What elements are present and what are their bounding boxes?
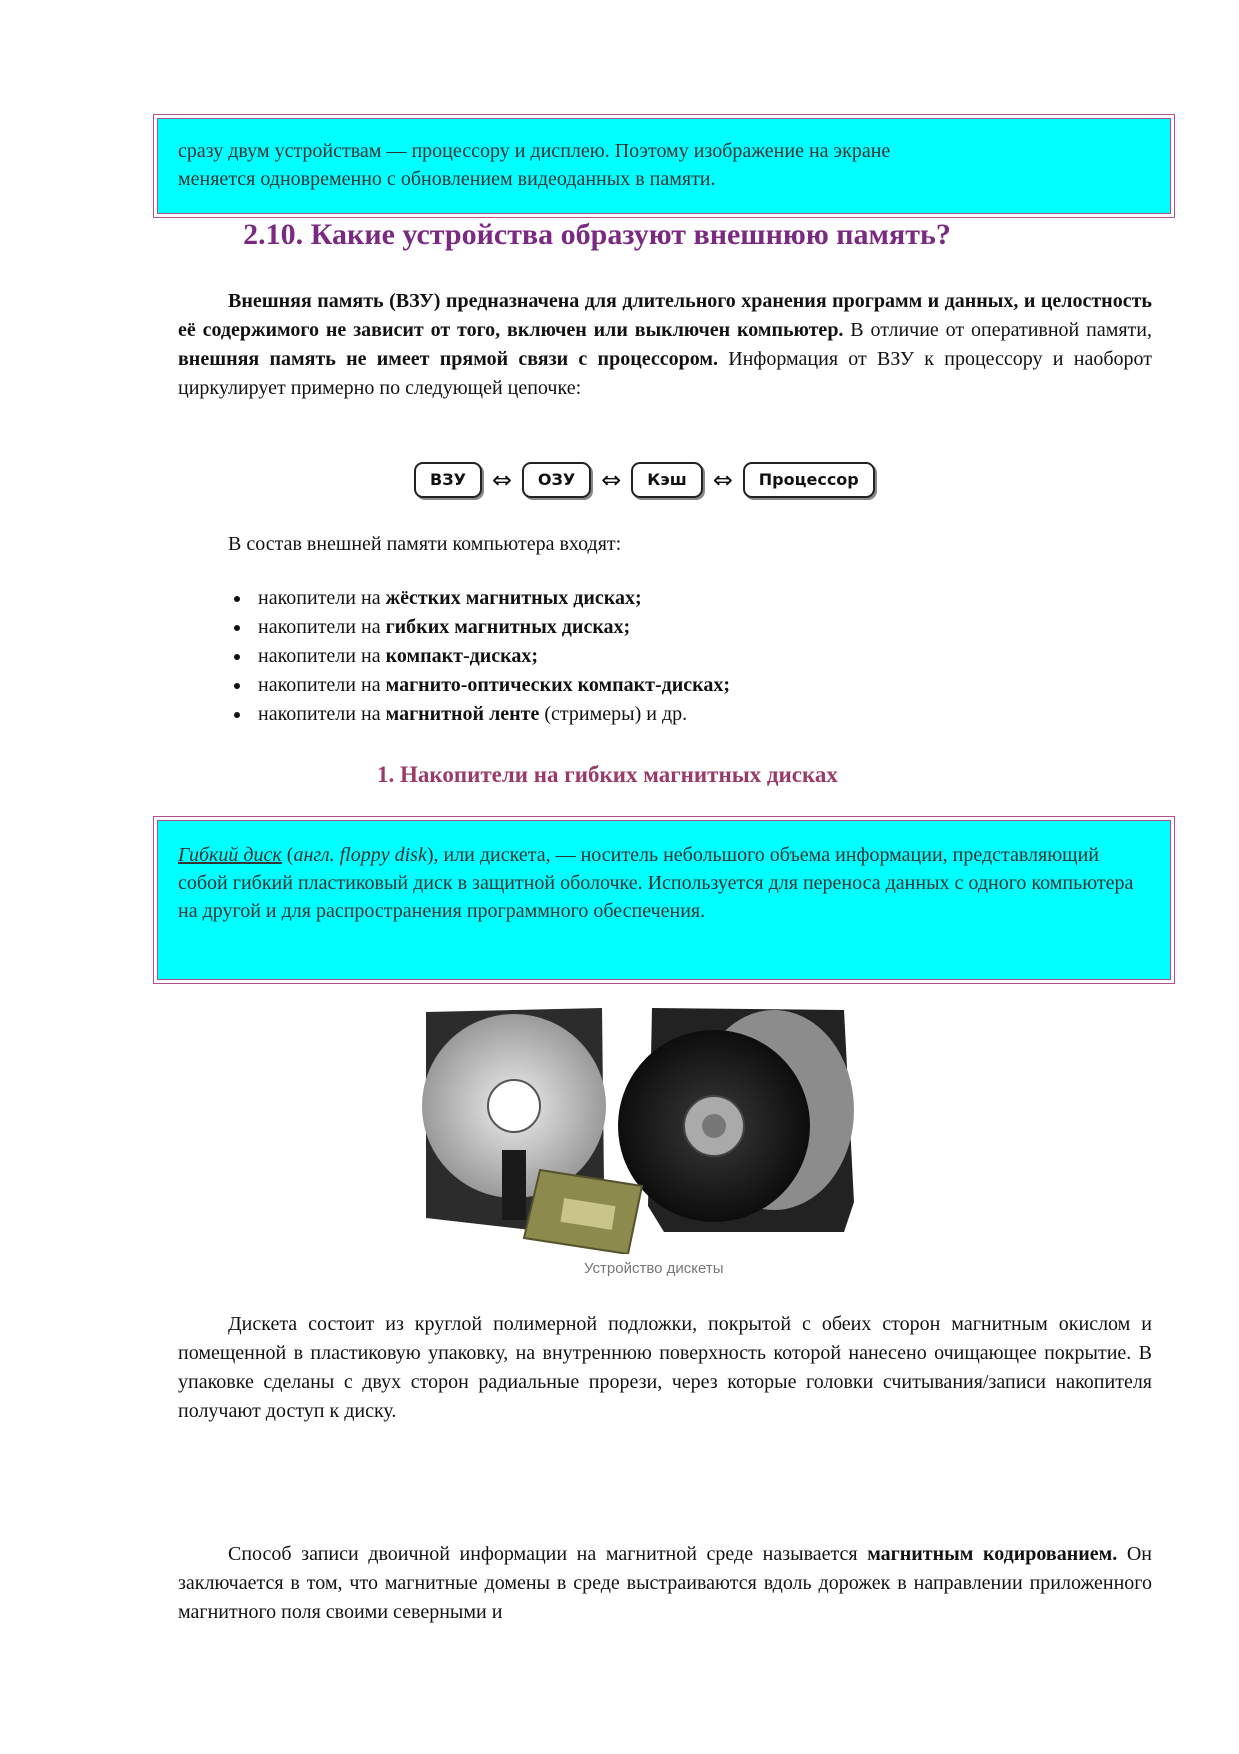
top-box-line-1: сразу двум устройствам — процессору и дисплею. Поэтому изображение на экране — [178, 140, 891, 162]
list-item: • накопители на магнитной ленте (стримеры) и др. — [252, 700, 730, 729]
chain-box-cache: Кэш — [631, 462, 703, 498]
intro-normal-1: В отличие от оперативной памяти, — [843, 319, 1152, 341]
floppy-definition-text: ), или дискета, — носитель небольшого объема информации, представляющий собой гибкий пластиковый диск в защитной оболочке. Используется для переноса данных с одного компьютера на другой и для распространения программного обеспечения. — [178, 844, 1134, 922]
floppy-disk-illustration — [414, 1006, 864, 1254]
floppy-english-term: англ. floppy disk — [293, 844, 427, 866]
chain-box-ozu: ОЗУ — [522, 462, 591, 498]
top-box-line-2: меняется одновременно с обновлением видеоданных в памяти. — [178, 168, 716, 190]
list-item: • накопители на компакт-дисках; — [252, 642, 730, 671]
double-arrow-icon: ⇔ — [601, 466, 622, 494]
list-item: • накопители на гибких магнитных дисках; — [252, 613, 730, 642]
page-title: 2.10. Какие устройства образуют внешнюю память? — [243, 218, 951, 251]
double-arrow-icon: ⇔ — [712, 466, 733, 494]
floppy-term-link[interactable]: Гибкий диск — [178, 844, 282, 866]
chain-box-processor: Процессор — [743, 462, 875, 498]
composition-label: В состав внешней памяти компьютера входят: — [228, 533, 622, 555]
intro-bold-1: Внешняя память (ВЗУ) предназначена для длительного хранения программ и данных, и целостность её содержимого не зависит от того, включен или выключен компьютер. — [178, 290, 1152, 341]
floppy-disk-photo — [414, 1006, 864, 1254]
chain-box-vzu: ВЗУ — [414, 462, 482, 498]
top-info-box — [157, 118, 1171, 214]
image-caption: Устройство дискеты — [584, 1260, 724, 1277]
disk-description-paragraph: Дискета состоит из круглой полимерной подложки, покрытой с обеих сторон магнитным окислом и помещенной в пластиковую упаковку, на внутреннюю поверхность которой нанесено очищающее покрытие. В упаковке сделаны с двух сторон радиальные прорези, через которые головки считывания/записи накопителя получают доступ к диску. — [178, 1313, 1152, 1422]
intro-normal-2: Информация от ВЗУ к процессору и наоборот циркулирует примерно по следующей цепочке: — [178, 348, 1152, 399]
list-item: • накопители на магнито-оптических компакт-дисках; — [252, 671, 730, 700]
section-heading: 1. Накопители на гибких магнитных дисках — [377, 762, 838, 787]
floppy-definition-box: Гибкий диск (англ. floppy disk), или дискета, — носитель небольшого объема информации, представляющий собой гибкий пластиковый диск в защитной оболочке. Используется для переноса данных с одного компьютера на другой и для распространения программного обеспечения. — [157, 820, 1171, 980]
memory-chain-diagram — [414, 460, 875, 500]
intro-bold-2: внешняя память не имеет прямой связи с процессором. — [178, 348, 718, 370]
magnetic-coding-paragraph: Способ записи двоичной информации на магнитной среде называется магнитным кодированием. Он заключается в том, что магнитные домены в среде выстраиваются вдоль дорожек в направлении приложенного магнитного поля своими северными и — [178, 1543, 1153, 1623]
list-item: • накопители на жёстких магнитных дисках; — [252, 584, 730, 613]
intro-paragraph — [178, 287, 1152, 403]
external-memory-list — [212, 584, 730, 729]
double-arrow-icon: ⇔ — [491, 466, 512, 494]
